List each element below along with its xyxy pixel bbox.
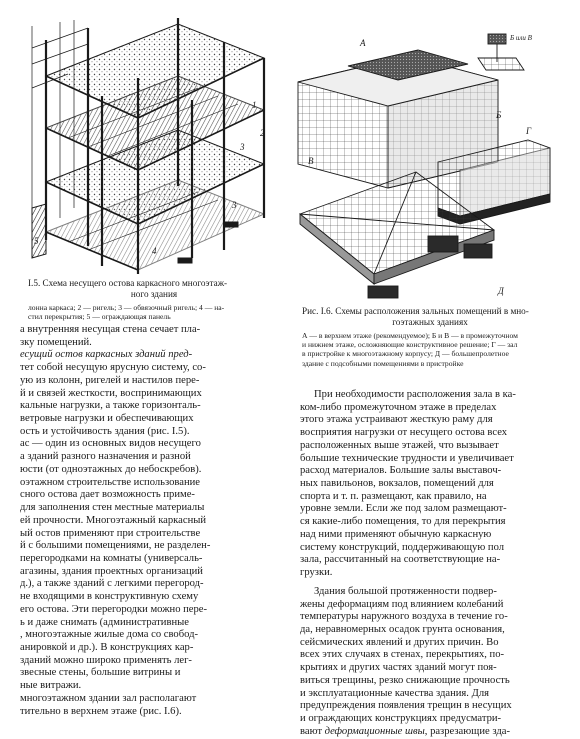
text-line: многоэтажном здании зал располагают [20, 692, 197, 704]
text-line: сейсмических явлений и других причин. Во [300, 636, 499, 648]
fig16-letter-d: Д [498, 286, 504, 296]
text-line: предупреждения появления трещин в несущих [300, 700, 512, 712]
text-line: При необходимости расположения зала в ка- [314, 389, 516, 400]
text-line: восприятия нагрузки от несущего остова всех [300, 427, 508, 439]
fig16-letter-b: Б [496, 110, 502, 120]
figure-i6-legend-line: здание с подсобными помещениями в пристройке [302, 358, 464, 368]
text-line: ую из колонн, ригелей и настилов пере- [20, 374, 200, 386]
text-line: а зданий разного назначения и разной [20, 451, 191, 463]
fig15-num-2: 2 [260, 128, 265, 138]
text-line: зку помещений. [20, 336, 92, 348]
figure-i6-caption [302, 306, 558, 368]
deformation-joints-term: деформационные швы [324, 725, 425, 737]
text-line: ый остов применяют при строительстве [20, 527, 201, 539]
text-line: агазины, здания проектных организаций [20, 565, 203, 577]
text-line: й и связей жесткости, воспринимающих [20, 387, 202, 399]
text-line: спорта и т. п. размещают, как правило, на [300, 490, 487, 502]
text-line: жены деформациям под влиянием колебаний [300, 598, 504, 610]
text-line: всех этих случаях в стенах, перекрытиях, по- [300, 649, 505, 661]
text-line: тет собой несущую ярусную систему, со- [20, 362, 206, 374]
text-line: оэтажном строительстве использование [20, 476, 201, 488]
text-line: крытиях и других частях зданий могут поя- [300, 662, 497, 674]
fig15-num-3a: 3 [240, 142, 245, 152]
text-line: да, неравномерных осадок грунта основания, [300, 623, 505, 635]
text-line: д.), а также зданий с легкими перегород- [20, 578, 204, 590]
text-line: уровне земли. Если же под залом размещают- [300, 503, 507, 515]
figure-i6-legend-line: А — в верхнем этаже (рекомендуемое); Б и В — в промежуточном [302, 331, 518, 340]
figure-i6-legend-line: и нижнем этаже, осложняющие конструктивное решение; Г — зал [302, 340, 518, 350]
text-line: над ними применяют обычную каркасную [300, 528, 492, 540]
text-line: перегородками на комнаты (универсаль- [20, 552, 203, 564]
text-fragment: , разрезающие зда- [424, 725, 510, 737]
text-line: ость и устойчивость здания (рис. I.5). [20, 425, 190, 437]
text-line: ас — один из основных видов несущего [20, 438, 201, 450]
text-line: й с большими помещениями, не разделен- [20, 540, 211, 552]
text-line: ь и даже снимать (административные [20, 616, 189, 628]
text-line: , многоэтажные жилые дома со свобод- [20, 629, 199, 641]
text-line: температуры наружного воздуха в течение го- [300, 611, 508, 623]
figure-i6-legend-line: в пристройке к многоэтажному корпусу; Д — большепролетное [302, 349, 509, 359]
text-line: ветровые нагрузки и обеспечивающих [20, 413, 194, 425]
text-line: сного остова дает возможность приме- [20, 489, 195, 501]
text-line: для заполнения стен местные материалы [20, 502, 205, 514]
text-line: не входящими в конструктивную схему [20, 591, 199, 603]
fig16-inset-label: Б или В [510, 34, 532, 42]
fig15-num-1: 1 [252, 100, 257, 110]
text-line-final [300, 726, 556, 739]
text-line: кальные нагрузки, а также горизонталь- [20, 400, 201, 412]
left-text-column [20, 324, 286, 718]
text-line: а внутренняя несущая стена сечает пла- [20, 324, 201, 335]
text-line: ком-либо промежуточном этаже в пределах [300, 401, 497, 413]
fig16-letter-g: Г [526, 126, 532, 136]
fig16-letter-a: А [360, 38, 366, 48]
text-line: этого этажа устраивают жесткую раму для [300, 414, 493, 426]
figure-frame-skeleton [28, 18, 278, 276]
figure-i5-title: I.5. Схема несущего остова каркасного многоэтаж- [28, 278, 228, 288]
text-line: зала, рассчитанный на соответствующие на- [300, 554, 501, 566]
text-line: анировкой и др.). В конструкциях кар- [20, 641, 194, 653]
figure-i5-caption [28, 278, 280, 321]
text-line: ных павильонов, вокзалов, помещений для [300, 478, 494, 490]
fig15-num-4: 4 [152, 246, 157, 256]
text-line: юсти (от одноэтажных до небоскребов). [20, 463, 202, 475]
text-line: ей прочности. Многоэтажный каркасный [20, 514, 207, 526]
fig16-letter-v: В [308, 156, 314, 166]
text-line: звесные стены, большие витрины и [20, 667, 181, 679]
figure-hall-layouts [288, 22, 554, 304]
text-line: и эксплуатационные качества здания. Для [300, 687, 489, 699]
text-fragment: вают [300, 725, 322, 737]
figure-i5-title-cont: ного здания [130, 289, 178, 299]
text-line: зданий можно широко применять лег- [20, 654, 192, 666]
right-text-column [300, 389, 556, 738]
text-line: расход материалов. Большие залы выставоч- [300, 465, 502, 477]
text-line: грузки. [300, 567, 333, 579]
figure-i6-title-cont: гоэтажных зданиях [392, 317, 468, 327]
text-line: тительно в верхнем этаже (рис. I.6). [20, 705, 182, 717]
text-line: ся какие-либо помещения, то для перекрытия [300, 516, 506, 528]
text-line: его остова. Эти перегородки можно пере- [20, 603, 208, 615]
figure-i5-legend-line: лонна каркаса; 2 — ригель; 3 — обвязочный ригель; 4 — на- [28, 303, 225, 312]
text-line: и ограждающих конструкциях предусматри- [300, 712, 502, 724]
text-line-italic-heading: есущий остов каркасных зданий пред- [20, 349, 193, 361]
fig15-num-5: 5 [34, 236, 39, 246]
text-line: виться трещины, резко снижающие прочность [300, 674, 510, 686]
text-line: Здания большой протяженности подвер- [314, 585, 497, 597]
text-line: большие технические трудности и увеличивает [300, 452, 514, 464]
fig15-num-3b: 3 [232, 200, 237, 210]
text-line: ные витражи. [20, 680, 82, 692]
text-line: систему конструкций, поддерживающую пол [300, 541, 505, 553]
figure-i6-title: Рис. I.6. Схемы расположения зальных помещений в мно- [302, 306, 529, 316]
figure-i5-legend-line: стил перекрытия; 5 — ограждающая панель [28, 312, 171, 322]
text-line: расположенных выше этажей, что вызывает [300, 439, 499, 451]
